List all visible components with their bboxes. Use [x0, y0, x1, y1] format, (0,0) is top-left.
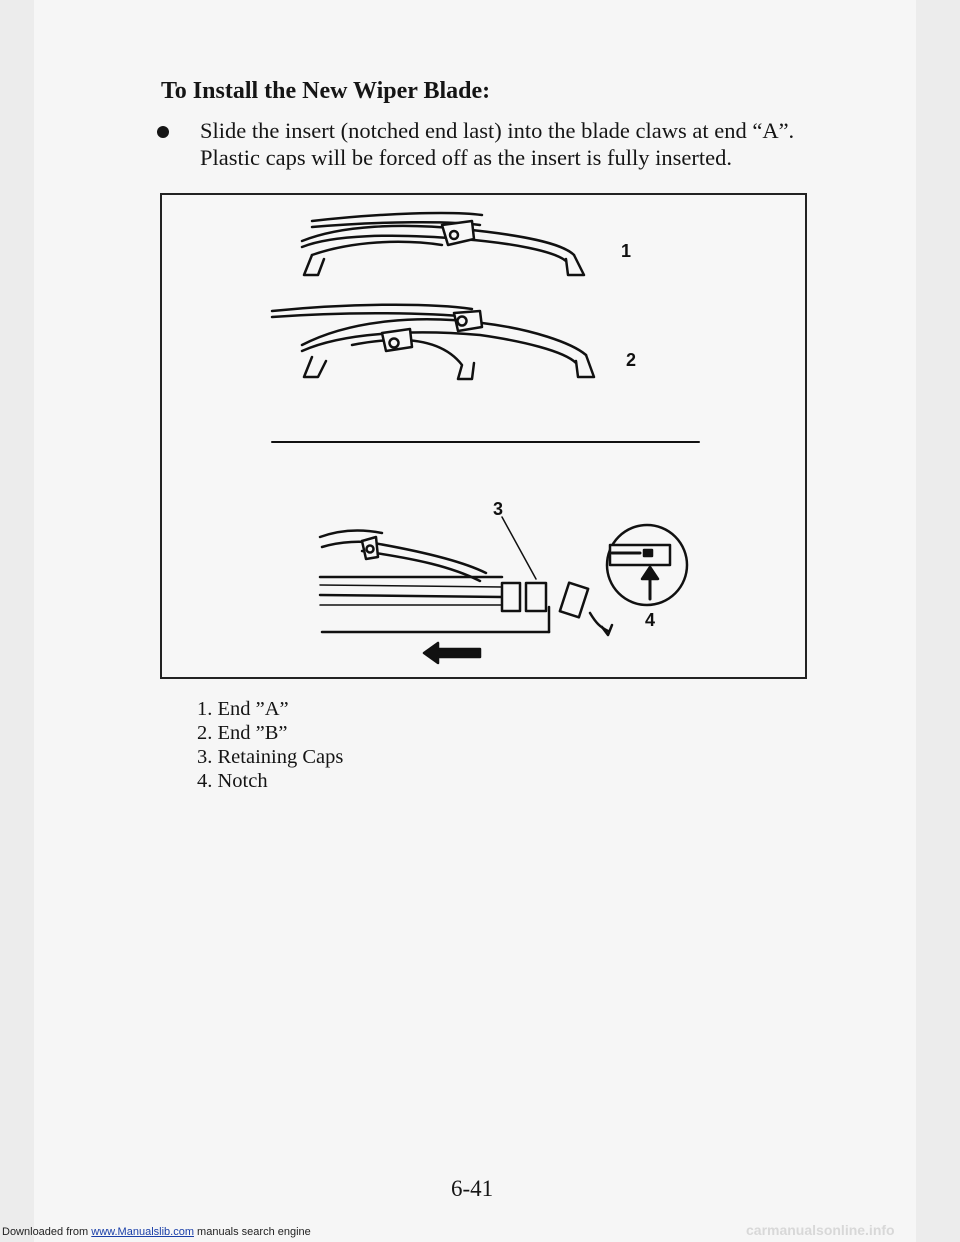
callout-2: 2	[626, 350, 637, 370]
wiper-blade-illustration	[162, 195, 809, 681]
page-number: 6-41	[451, 1176, 494, 1201]
legend-item: 1. End ”A”	[197, 698, 289, 720]
download-footer	[2, 1226, 311, 1238]
callout-3: 3	[493, 499, 504, 519]
section-heading: To Install the New Wiper Blade:	[161, 78, 491, 104]
direction-arrow-icon	[424, 643, 480, 663]
footer-prefix: Downloaded from	[2, 1226, 89, 1238]
manualslib-link[interactable]: www.Manualslib.com	[91, 1226, 194, 1238]
legend-item: 4. Notch	[197, 770, 268, 792]
blade-end-b-drawing	[272, 305, 594, 379]
wiper-blade-figure	[160, 193, 807, 679]
insert-detail-drawing	[320, 517, 687, 635]
callout-1: 1	[621, 241, 632, 261]
footer-suffix: manuals search engine	[197, 1226, 311, 1238]
legend-item: 3. Retaining Caps	[197, 746, 344, 768]
figure-legend	[197, 697, 343, 793]
callout-4: 4	[645, 610, 656, 630]
instruction-bullet	[157, 117, 857, 171]
instruction-text: Slide the insert (notched end last) into the blade claws at end “A”. Plastic caps will be forced off as the insert is fully inserted.	[200, 118, 795, 170]
legend-item: 2. End ”B”	[197, 722, 288, 744]
site-watermark: carmanualsonline.info	[746, 1222, 895, 1238]
bullet-icon	[157, 126, 169, 138]
blade-end-a-drawing	[302, 213, 584, 275]
